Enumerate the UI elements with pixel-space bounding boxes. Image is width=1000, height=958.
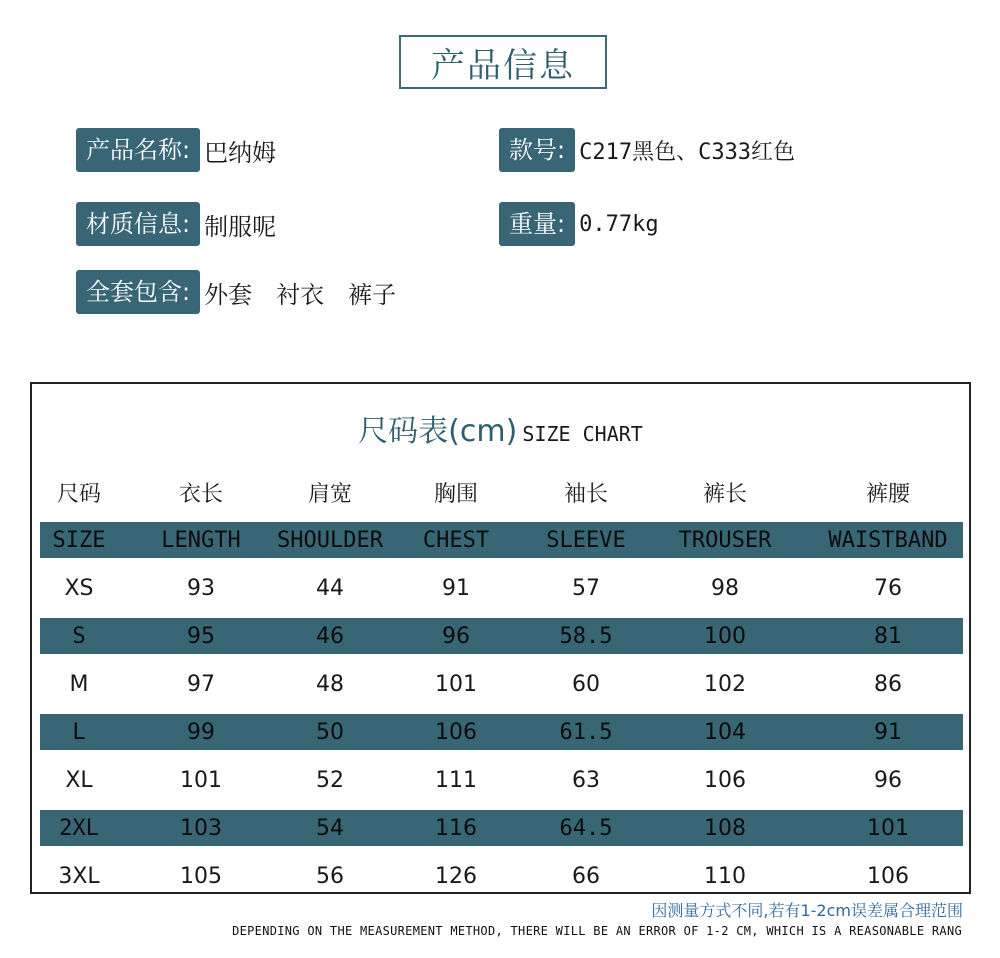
cell-shoulder: 48: [316, 671, 344, 697]
cell-trouser: 110: [704, 863, 746, 889]
cell-length: 105: [180, 863, 222, 889]
info-product-name: [76, 128, 276, 172]
table-row: [40, 714, 963, 750]
header-en-sleeve: SLEEVE: [546, 527, 626, 553]
model-value: C217黑色、C333红色: [579, 139, 796, 165]
weight-value: 0.77kg: [579, 211, 659, 237]
cell-sleeve: 60: [572, 671, 600, 697]
cell-waistband: 86: [874, 671, 902, 697]
set-label: 全套包含:: [76, 270, 200, 314]
cell-waistband: 106: [867, 863, 909, 889]
size-chart: [30, 382, 971, 894]
header-en-shoulder: SHOULDER: [277, 527, 383, 553]
header-en-size: SIZE: [52, 527, 106, 553]
header-row-cn: [40, 474, 963, 510]
header-en-trouser: TROUSER: [678, 527, 772, 553]
cell-chest: 126: [435, 863, 477, 889]
cell-size: S: [72, 623, 86, 649]
cell-length: 95: [187, 623, 215, 649]
cell-shoulder: 44: [316, 575, 344, 601]
cell-length: 101: [180, 767, 222, 793]
size-chart-title: [32, 406, 969, 450]
table-row: [40, 570, 963, 606]
cell-sleeve: 61.5: [559, 719, 613, 745]
cell-chest: 116: [435, 815, 477, 841]
cell-sleeve: 64.5: [559, 815, 613, 841]
cell-chest: 96: [442, 623, 470, 649]
header-cn-trouser: 裤长: [702, 481, 748, 507]
header-cn-waistband: 裤腰: [865, 481, 911, 507]
page-title: 产品信息: [399, 35, 607, 89]
size-chart-title-en: SIZE CHART: [522, 422, 643, 446]
cell-shoulder: 50: [316, 719, 344, 745]
header-en-chest: CHEST: [422, 527, 490, 553]
cell-length: 97: [187, 671, 215, 697]
table-row: [40, 858, 963, 894]
cell-shoulder: 56: [316, 863, 344, 889]
cell-trouser: 108: [704, 815, 746, 841]
cell-shoulder: 46: [316, 623, 344, 649]
product-name-value: 巴纳姆: [204, 138, 277, 167]
cell-size: 2XL: [59, 815, 99, 841]
info-model: [499, 128, 795, 172]
header-cn-length: 衣长: [178, 481, 224, 507]
weight-label: 重量:: [499, 202, 575, 246]
cell-sleeve: 57: [572, 575, 600, 601]
material-value: 制服呢: [204, 212, 277, 241]
cell-trouser: 100: [704, 623, 746, 649]
table-row: [40, 618, 963, 654]
cell-size: XS: [64, 575, 94, 601]
cell-length: 99: [187, 719, 215, 745]
header-en-length: LENGTH: [161, 527, 241, 553]
cell-chest: 106: [435, 719, 477, 745]
cell-size: 3XL: [58, 863, 100, 889]
cell-trouser: 98: [711, 575, 739, 601]
table-row: [40, 762, 963, 798]
size-chart-title-cn: 尺码表(cm): [358, 414, 518, 449]
footer-note-cn: 因测量方式不同,若有1-2cm误差属合理范围: [651, 901, 963, 920]
cell-chest: 91: [442, 575, 470, 601]
footer-note-en: DEPENDING ON THE MEASUREMENT METHOD, THERE WILL BE AN ERROR OF 1-2 CM, WHICH IS A REASONABLE RANG: [232, 924, 962, 938]
cell-waistband: 91: [874, 719, 902, 745]
cell-waistband: 76: [874, 575, 902, 601]
cell-trouser: 102: [704, 671, 746, 697]
cell-chest: 111: [435, 767, 477, 793]
cell-waistband: 96: [874, 767, 902, 793]
cell-sleeve: 66: [572, 863, 600, 889]
header-cn-sleeve: 袖长: [563, 481, 609, 507]
material-label: 材质信息:: [76, 202, 200, 246]
cell-waistband: 81: [874, 623, 902, 649]
cell-shoulder: 54: [316, 815, 344, 841]
header-cn-size: 尺码: [56, 481, 102, 507]
cell-waistband: 101: [867, 815, 909, 841]
cell-shoulder: 52: [316, 767, 344, 793]
cell-length: 93: [187, 575, 215, 601]
set-value: 外套 衬衣 裤子: [204, 280, 397, 309]
header-cn-chest: 胸围: [433, 481, 479, 507]
model-label: 款号:: [499, 128, 575, 172]
cell-sleeve: 58.5: [559, 623, 613, 649]
cell-trouser: 106: [704, 767, 746, 793]
info-set-contents: [76, 270, 396, 314]
cell-size: M: [69, 671, 89, 697]
product-name-label: 产品名称:: [76, 128, 200, 172]
table-row: [40, 666, 963, 702]
cell-size: XL: [65, 767, 93, 793]
cell-trouser: 104: [704, 719, 746, 745]
header-row-en: [40, 522, 963, 558]
info-weight: [499, 202, 659, 246]
header-cn-shoulder: 肩宽: [307, 481, 353, 507]
table-row: [40, 810, 963, 846]
cell-size: L: [72, 719, 86, 745]
cell-chest: 101: [435, 671, 477, 697]
header-en-waistband: WAISTBAND: [828, 527, 948, 553]
cell-sleeve: 63: [572, 767, 600, 793]
info-material: [76, 202, 276, 246]
cell-length: 103: [180, 815, 222, 841]
